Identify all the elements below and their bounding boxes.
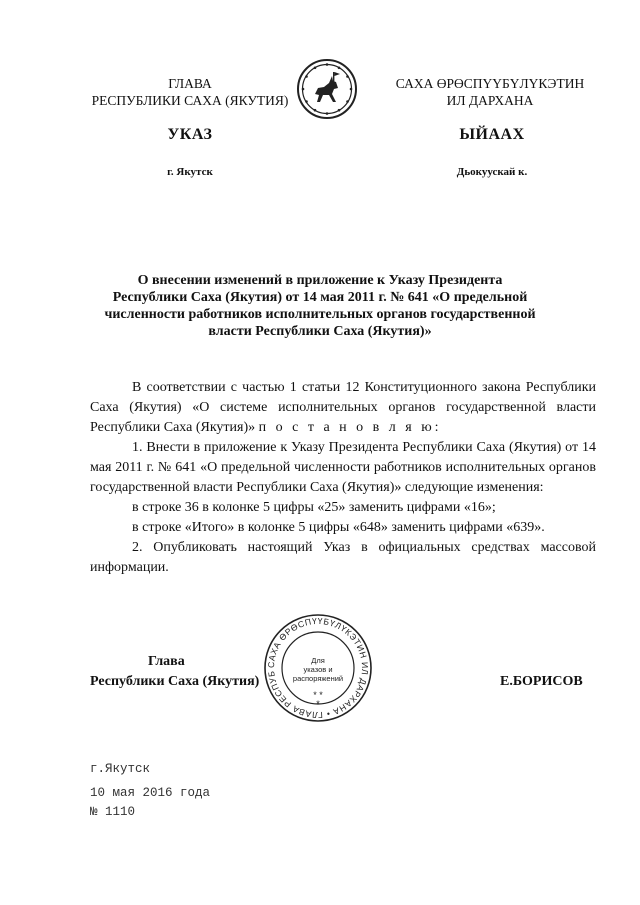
- document-footer: [90, 760, 210, 822]
- stamp-seal-icon: [262, 612, 374, 724]
- document-title: [90, 272, 550, 340]
- title-line1: О внесении изменений в приложение к Указу Президента: [137, 273, 503, 288]
- header-left-line1: ГЛАВА: [168, 76, 212, 91]
- footer-date: 10 мая 2016 года: [90, 786, 211, 800]
- city-left: г. Якутск: [167, 166, 213, 178]
- stamp-center-line1: Для: [311, 656, 325, 665]
- paragraph-change-1: в строке 36 в колонке 5 цифры «25» заменить цифрами «16»;: [132, 500, 496, 515]
- stamp-center-line3: распоряжений: [292, 674, 344, 683]
- signature-role-line2: Республики Саха (Якутия): [90, 674, 260, 689]
- header-right: [380, 75, 600, 109]
- city-right: Дьокуускай к.: [456, 166, 528, 178]
- document-body: [90, 378, 596, 578]
- preamble-text: В соответствии с частью 1 статьи 12 Конституционного закона Республики Саха (Якутия) «О системе исполнительных органов государственной власти Республики Саха (Якутия)»: [90, 380, 596, 435]
- signature-role: [90, 652, 290, 692]
- stamp-star-icon: *: [316, 699, 320, 709]
- footer-number: № 1110: [90, 805, 136, 819]
- decree-word: п о с т а н о в л я ю:: [258, 420, 442, 435]
- signature-role-line1: Глава: [148, 654, 185, 669]
- header-left: [70, 75, 310, 109]
- stamp-stars-icon: * *: [313, 690, 323, 700]
- header-left-line2: РЕСПУБЛИКИ САХА (ЯКУТИЯ): [91, 93, 289, 108]
- header-right-line1: САХА ӨРӨСПҮҮБҮЛҮКЭТИН: [395, 76, 585, 91]
- coat-of-arms-emblem: [296, 58, 358, 120]
- official-stamp: [262, 612, 374, 724]
- stamp-ring-text: САХА ӨРӨСПҮҮБҮЛҮКЭТИН ИЛ ДАРХАНА • ГЛАВА РЕСПУБ: [265, 615, 371, 721]
- footer-city: г.Якутск: [90, 762, 151, 776]
- paragraph-preamble: [90, 378, 596, 438]
- emblem-icon: [296, 58, 358, 120]
- paragraph-item-1: 1. Внести в приложение к Указу Президента Республики Саха (Якутия) от 14 мая 2011 г. № 641 «О предельной численности работников исполнительных органов государственной власти Республики Саха (Якутия)» следующие изменения:: [90, 440, 596, 495]
- doc-type-left: УКАЗ: [167, 126, 213, 143]
- signature-name: Е.БОРИСОВ: [500, 674, 583, 689]
- paragraph-change-2: в строке «Итого» в колонке 5 цифры «648» заменить цифрами «639».: [132, 520, 545, 535]
- doc-type-right: ЫЙААХ: [459, 126, 525, 143]
- stamp-center-line2: указов и: [303, 665, 333, 674]
- title-line4: власти Республики Саха (Якутия)»: [208, 324, 432, 339]
- paragraph-item-2: 2. Опубликовать настоящий Указ в официальных средствах массовой информации.: [90, 540, 596, 575]
- title-line3: численности работников исполнительных органов государственной: [104, 307, 536, 322]
- title-line2: Республики Саха (Якутия) от 14 мая 2011 г. № 641 «О предельной: [112, 290, 528, 305]
- header-right-line2: ИЛ ДАРХАНА: [446, 93, 534, 108]
